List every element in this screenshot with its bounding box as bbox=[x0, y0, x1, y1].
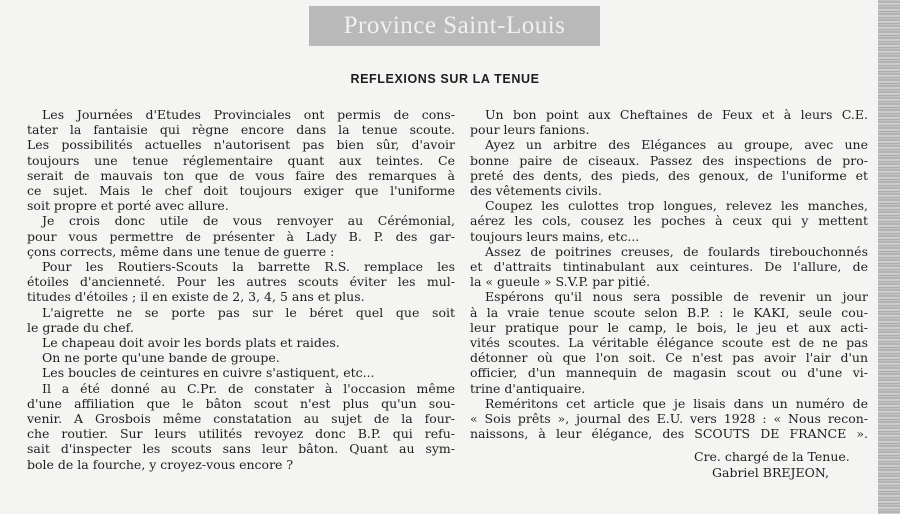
text-line: toujours leurs mains, etc... bbox=[470, 228, 640, 244]
text-line: sait d'inspecter les scouts sans leur bâton. Quant au sym- bbox=[27, 441, 455, 457]
article-title: REFLEXIONS SUR LA TENUE bbox=[350, 72, 540, 86]
signature-block bbox=[470, 449, 868, 479]
text-line: tater la fantaisie qui règne encore dans la tenue scoute. bbox=[27, 122, 455, 138]
text-line: ce sujet. Mais le chef doit toujours exiger que l'uniforme bbox=[27, 183, 455, 199]
text-line: titudes d'étoiles ; il en existe de 2, 3, 4, 5 ans et plus. bbox=[27, 289, 365, 305]
text-line: la « gueule » S.V.P. par pitié. bbox=[470, 274, 651, 290]
text-line: Espérons qu'il nous sera possible de revenir un jour bbox=[485, 289, 868, 305]
text-line: Assez de poitrines creuses, de foulards tirebouchonnés bbox=[485, 243, 868, 259]
text-line: détonner où que l'on soit. Ce n'est pas avoir l'air d'un bbox=[470, 350, 868, 366]
text-line: pour vous permettre de présenter à Lady B. P. des gar- bbox=[27, 228, 455, 244]
text-line: Les Journées d'Etudes Provinciales ont permis de cons- bbox=[42, 107, 455, 122]
text-line: pour leurs fanions. bbox=[470, 122, 590, 138]
province-header bbox=[309, 6, 600, 46]
signature-role: Cre. chargé de la Tenue. bbox=[694, 449, 850, 465]
text-line: étoiles d'ancienneté. Pour les autres scouts éviter les mul- bbox=[27, 274, 455, 290]
text-line: toujours une tenue réglementaire quant aux teintes. Ce bbox=[27, 152, 455, 168]
text-line: Ayez un arbitre des Elégances au groupe, avec une bbox=[485, 137, 868, 153]
text-line: Coupez les culottes trop longues, relevez les manches, bbox=[485, 198, 868, 214]
text-line: Un bon point aux Cheftaines de Feux et à leurs C.E. bbox=[485, 107, 868, 122]
text-line: « Sois prêts », journal des E.U. vers 1928 : « Nous recon- bbox=[470, 411, 868, 427]
text-line: L'aigrette ne se porte pas sur le béret quel que soit bbox=[42, 304, 455, 320]
right-column bbox=[470, 107, 868, 480]
text-line: On ne porte qu'une bande de groupe. bbox=[42, 350, 280, 366]
text-line: Il a été donné au C.Pr. de constater à l'occasion même bbox=[42, 380, 455, 396]
text-line: vités scoutes. La véritable élégance scoute est de ne pas bbox=[470, 335, 868, 351]
text-line: serait de mauvais ton que de vous faire des remarques à bbox=[27, 167, 455, 183]
text-line: Les possibilités actuelles n'autorisent pas bien sûr, d'avoir bbox=[27, 137, 455, 153]
text-line: Le chapeau doit avoir les bords plats et raides. bbox=[42, 335, 340, 351]
text-line: le grade du chef. bbox=[27, 319, 134, 335]
text-line: des vêtements civils. bbox=[470, 183, 602, 199]
text-line: trine d'antiquaire. bbox=[470, 380, 586, 396]
text-line: Les boucles de ceintures en cuivre s'astiquent, etc... bbox=[42, 365, 375, 381]
left-column bbox=[27, 107, 455, 472]
right-column-text bbox=[470, 107, 868, 441]
province-header-title: Province Saint-Louis bbox=[343, 12, 566, 39]
text-line: d'une affiliation que le bâton scout n'est plus qu'un sou- bbox=[27, 395, 455, 411]
text-line: bonne paire de ciseaux. Passez des inspections de pro- bbox=[470, 152, 868, 168]
text-line: naissons, à leur élégance, des SCOUTS DE FRANCE ». bbox=[470, 426, 868, 442]
text-line: et d'attraits tintinabulant aux ceintures. De l'allure, de bbox=[470, 259, 868, 275]
text-line: venir. A Grosbois même constatation au sujet de la four- bbox=[27, 411, 455, 427]
text-line: à la vraie tenue scoute selon B.P. : le KAKI, seule cou- bbox=[470, 304, 868, 320]
text-line: leur pratique pour le camp, le bois, le jeu et aux acti- bbox=[470, 319, 868, 335]
text-line: çons corrects, même dans une tenue de guerre : bbox=[27, 243, 335, 259]
scan-edge bbox=[878, 0, 900, 514]
text-line: officier, d'un mannequin de magasin scout ou d'une vi- bbox=[470, 365, 868, 381]
text-line: soit propre et porté avec allure. bbox=[27, 198, 229, 214]
signature-name: Gabriel BREJEON, bbox=[712, 464, 829, 480]
text-line: che routier. Sur leurs utilités revoyez donc B.P. qui refu- bbox=[27, 426, 455, 442]
text-line: Pour les Routiers-Scouts la barrette R.S. remplace les bbox=[42, 259, 455, 275]
text-line: Reméritons cet article que je lisais dans un numéro de bbox=[485, 395, 868, 411]
text-line: aérez les cols, cousez les poches à ceux qui y mettent bbox=[470, 213, 868, 229]
text-line: Je crois donc utile de vous renvoyer au Cérémonial, bbox=[42, 213, 455, 229]
text-line: preté des dents, des pieds, des genoux, de l'uniforme et bbox=[470, 167, 868, 183]
text-line: bole de la fourche, y croyez-vous encore ? bbox=[27, 456, 294, 472]
